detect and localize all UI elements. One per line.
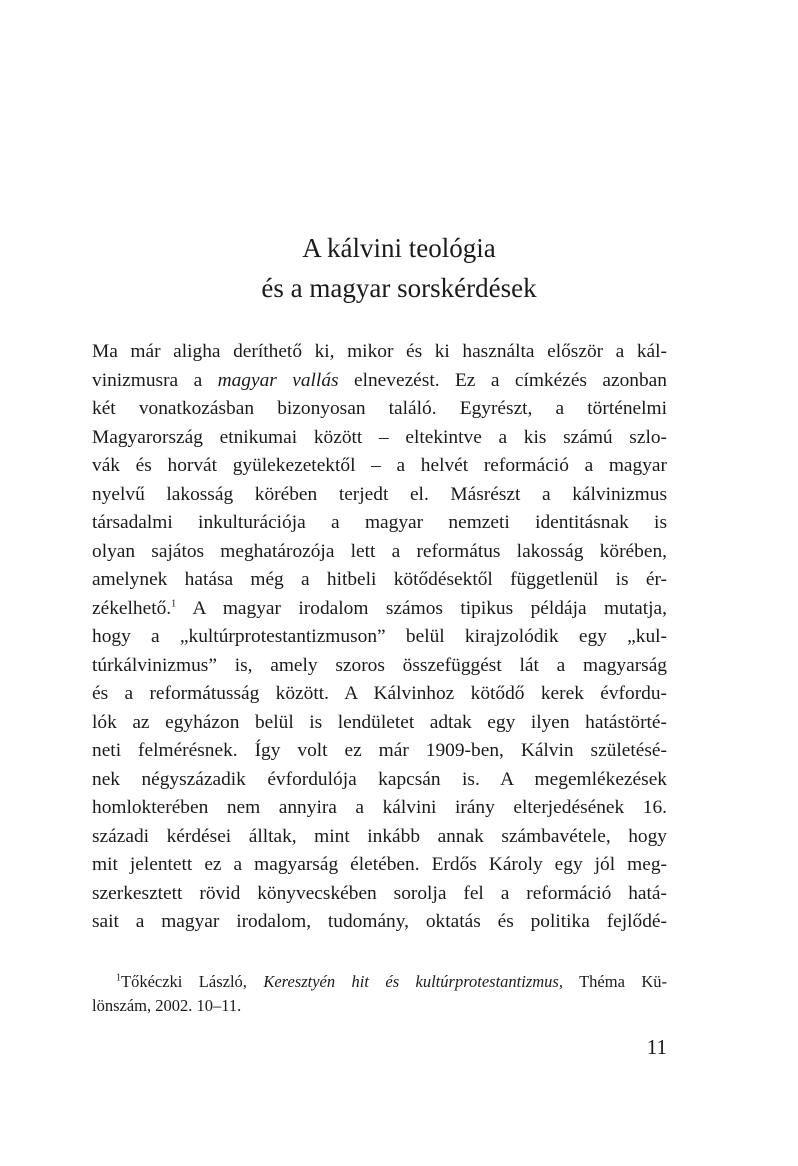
text-line: neti felmérésnek. Így volt ez már 1909-ben, Kálvin születésé- (92, 740, 667, 761)
text-line: és a reformátusság között. A Kálvinhoz kötődő kerek évfordu- (92, 683, 667, 704)
text-line: nek négyszázadik évfordulója kapcsán is. A megemlékezések (92, 768, 667, 790)
text-line: lók az egyházon belül is lendületet adtak egy ilyen hatástörté- (92, 711, 667, 733)
text-line (92, 595, 667, 624)
text-line: szerkesztett rövid könyvecskében sorolja fel a reformáció hatá- (92, 882, 667, 904)
text-line: társadalmi inkulturációja a magyar nemzeti identitásnak is (92, 512, 667, 533)
text-line: vák és horvát gyülekezetektől – a helvét reformáció a magyar (92, 455, 667, 476)
text-line: Magyarország etnikumai között – eltekintve a kis számú szlo- (92, 426, 667, 448)
text-line: sait a magyar irodalom, tudomány, oktatás és politika fejlődé- (92, 911, 667, 932)
footnote-text: Théma Kü- (562, 972, 667, 991)
text-line: hogy a „kultúrprotestantizmuson” belül kirajzolódik egy „kul- (92, 626, 667, 647)
text-line: mit jelentett ez a magyarság életében. Erdős Károly egy jól meg- (92, 854, 667, 875)
text-line: két vonatkozásban bizonyosan találó. Egyrészt, a történelmi (92, 398, 667, 419)
footnote-line: lönszám, 2002. 10–11. (92, 996, 242, 1015)
text-line: Ma már aligha deríthető ki, mikor és ki használta először a kál- (92, 341, 667, 362)
text-run: vinizmusra a (92, 369, 218, 391)
chapter-title-line-2: és a magyar sorskérdések (261, 273, 537, 303)
text-line: századi kérdései álltak, mint inkább annak számbavétele, hogy (92, 825, 667, 847)
text-run: elnevezést. Ez a címkézés azonban (338, 369, 667, 391)
text-line: túrkálvinizmus” is, amely szoros összefüggést lát a magyarság (92, 654, 667, 676)
text-run: A magyar irodalom számos tipikus példája mutatja, (176, 597, 667, 619)
text-run: zékelhető. (92, 597, 172, 619)
footnote-work-title: Keresztyén hit és kultúrprotestantizmus, (263, 972, 563, 991)
chapter-title-line-1: A kálvini teológia (302, 233, 496, 263)
text-line: homlokterében nem annyira a kálvini irány elterjedésének 16. (92, 797, 667, 818)
body-paragraph (92, 338, 667, 937)
footnote-reference[interactable]: 1 (171, 598, 177, 610)
italic-term: magyar vallás (217, 369, 339, 391)
footnote-mark: 1 (116, 972, 121, 984)
text-line: olyan sajátos meghatározója lett a református lakosság körében, (92, 540, 667, 562)
text-line: nyelvű lakosság körében terjedt el. Másrészt a kálvinizmus (92, 483, 667, 505)
text-line: amelynek hatása még a hitbeli kötődésektől függetlenül is ér- (92, 569, 667, 590)
text-line (92, 367, 667, 396)
chapter-title (0, 228, 798, 308)
footnote-line (92, 970, 667, 994)
page-number: 11 (646, 1035, 667, 1059)
footnote (92, 970, 667, 1018)
footnote-author: Tőkéczki László, (121, 972, 264, 991)
